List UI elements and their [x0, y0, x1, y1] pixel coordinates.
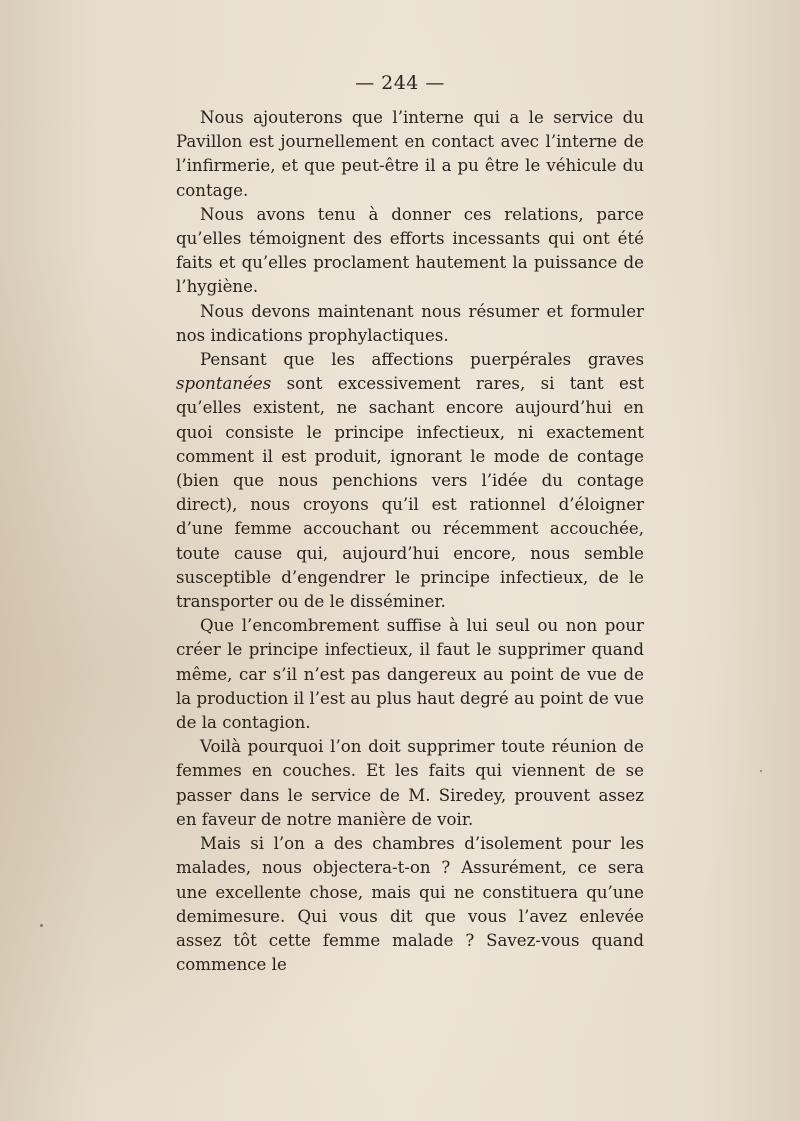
paragraph-7: Mais si l’on a des chambres d’isolement pour les malades, nous objectera-t-on ? Assurément, ce sera une excellente chose, mais qui ne constituera qu’une demimesure. Qui vous dit que vous l’avez enlevée assez tôt cette femme malade ? Savez-vous quand commence le [176, 834, 644, 975]
paragraph-4 [176, 348, 644, 614]
paragraph-4-italic: spontanées [176, 374, 272, 394]
paragraph-4-start: Pensant que les affections puerpérales graves [200, 350, 644, 370]
page-number: — 244 — [355, 72, 445, 94]
paragraph-4-end: sont excessivement rares, si tant est qu’elles existent, ne sachant encore aujourd’hui en quoi consiste le principe infectieux, ni exactement comment il est produit, ignorant le mode de contage (bien que nous penchions vers l’idée du contage direct), nous croyons qu’il est rationnel d’éloigner d’une femme accouchant ou récemment accouchée, toute cause qui, aujourd’hui encore, nous semble susceptible d’engendrer le principe infectieux, de le transporter ou de le disséminer. [176, 374, 644, 612]
paragraph-5: Que l’encombrement suffise à lui seul ou non pour créer le principe infectieux, il faut le supprimer quand même, car s’il n’est pas dangereux au point de vue de la production il l’est au plus haut degré au point de vue de la contagion. [176, 616, 644, 733]
body-text [176, 106, 644, 977]
paragraph-3: Nous devons maintenant nous résumer et formuler nos indications prophylactiques. [176, 301, 644, 345]
paragraph-2: Nous avons tenu à donner ces relations, parce qu’elles témoignent des efforts incessants qui ont été faits et qu’elles proclament hautement la puissance de l’hygiène. [176, 204, 644, 297]
paragraph-1: Nous ajouterons que l’interne qui a le service du Pavillon est journellement en contact avec l’interne de l’infirmerie, et que peut-être il a pu être le véhicule du contage. [176, 108, 644, 200]
paper-speck [40, 924, 43, 927]
paper-speck [760, 770, 762, 772]
paragraph-6: Voilà pourquoi l’on doit supprimer toute réunion de femmes en couches. Et les faits qui viennent de se passer dans le service de M. Siredey, prouvent assez en faveur de notre manière de voir. [176, 737, 644, 829]
